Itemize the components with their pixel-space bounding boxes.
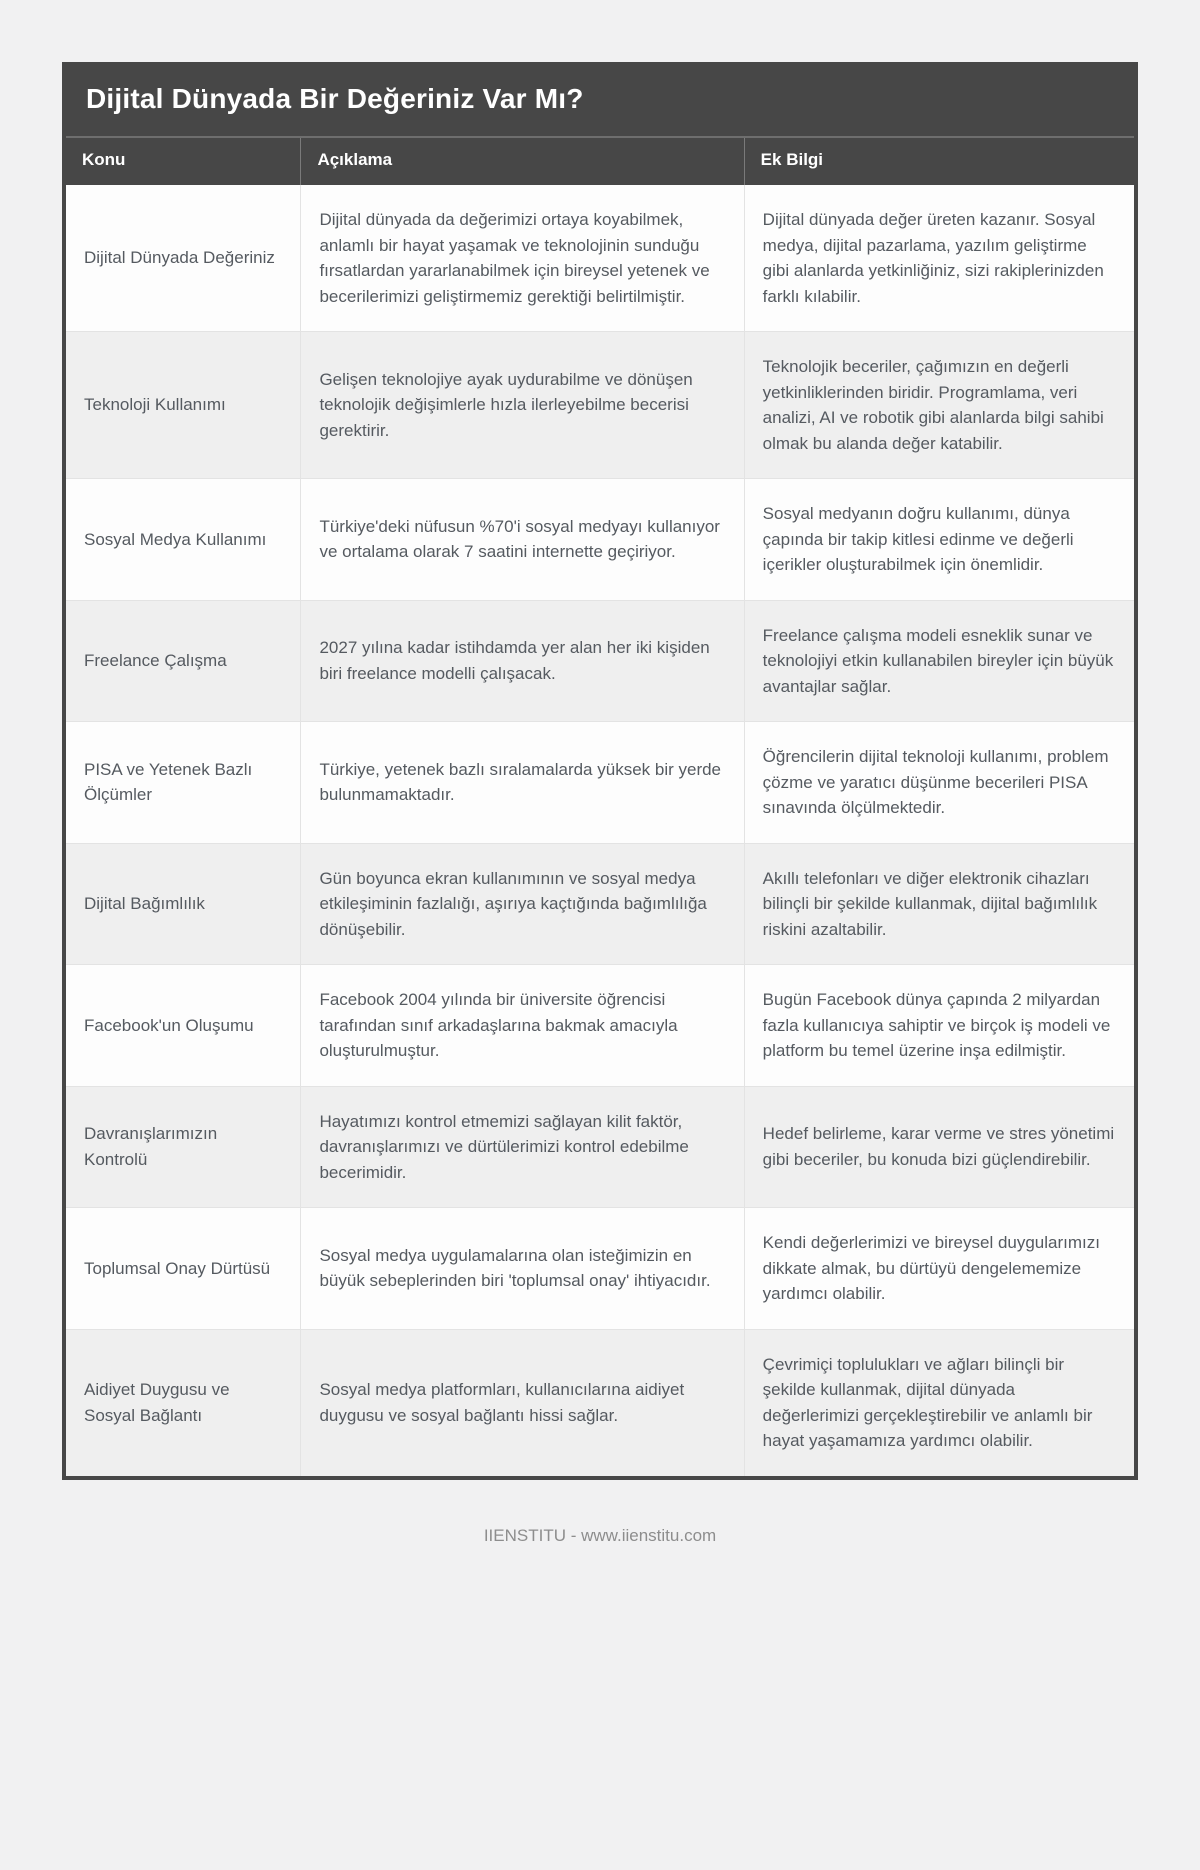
row-description-cell: Gün boyunca ekran kullanımının ve sosyal medya etkileşiminin fazlalığı, aşırıya kaçtığında bağımlılığa dönüşebilir. [301, 843, 744, 965]
row-extra-info-cell: Hedef belirleme, karar verme ve stres yönetimi gibi beceriler, bu konuda bizi güçlendirebilir. [744, 1086, 1134, 1208]
row-topic-cell: Davranışlarımızın Kontrolü [66, 1086, 301, 1208]
row-extra-info-cell: Sosyal medyanın doğru kullanımı, dünya çapında bir takip kitlesi edinme ve değerli içerikler oluşturabilmek için önemlidir. [744, 479, 1134, 601]
table-header [66, 138, 1134, 185]
table-row [66, 1086, 1134, 1208]
row-extra-info-cell: Akıllı telefonları ve diğer elektronik cihazları bilinçli bir şekilde kullanmak, dijital bağımlılık riskini azaltabilir. [744, 843, 1134, 965]
table-body [66, 185, 1134, 1476]
row-extra-info-cell: Çevrimiçi toplulukları ve ağları bilinçli bir şekilde kullanmak, dijital dünyada değerlerimizi gerçekleştirebilir ve anlamlı bir hayat yaşamamıza yardımcı olabilir. [744, 1329, 1134, 1476]
footer-attribution: IIENSTITU - www.iienstitu.com [483, 1525, 717, 1545]
row-topic-cell: Freelance Çalışma [66, 600, 301, 722]
row-description-cell: Türkiye'deki nüfusun %70'i sosyal medyayı kullanıyor ve ortalama olarak 7 saatini internette geçiriyor. [301, 479, 744, 601]
row-extra-info-cell: Kendi değerlerimizi ve bireysel duygularımızı dikkate almak, bu dürtüyü dengelememize yardımcı olabilir. [744, 1208, 1134, 1330]
table-row [66, 479, 1134, 601]
row-topic-cell: Sosyal Medya Kullanımı [66, 479, 301, 601]
row-description-cell: Dijital dünyada da değerimizi ortaya koyabilmek, anlamlı bir hayat yaşamak ve teknolojinin sunduğu fırsatlardan yararlanabilmek için bireysel yetenek ve becerilerimizi geliştirmemiz gerektiği belirtilmiştir. [301, 185, 744, 332]
row-description-cell: Sosyal medya platformları, kullanıcılarına aidiyet duygusu ve sosyal bağlantı hissi sağlar. [301, 1329, 744, 1476]
table-row [66, 722, 1134, 844]
content-table [66, 138, 1134, 1476]
row-extra-info-cell: Öğrencilerin dijital teknoloji kullanımı, problem çözme ve yaratıcı düşünme becerileri PISA sınavında ölçülmektedir. [744, 722, 1134, 844]
column-header-konu: Konu [66, 138, 301, 185]
row-description-cell: Hayatımızı kontrol etmemizi sağlayan kilit faktör, davranışlarımızı ve dürtülerimizi kontrol edebilme becerimidir. [301, 1086, 744, 1208]
table-row [66, 843, 1134, 965]
row-description-cell: Türkiye, yetenek bazlı sıralamalarda yüksek bir yerde bulunmamaktadır. [301, 722, 744, 844]
table-row [66, 1329, 1134, 1476]
row-topic-cell: Toplumsal Onay Dürtüsü [66, 1208, 301, 1330]
row-topic-cell: Teknoloji Kullanımı [66, 332, 301, 479]
row-topic-cell: PISA ve Yetenek Bazlı Ölçümler [66, 722, 301, 844]
row-topic-cell: Dijital Bağımlılık [66, 843, 301, 965]
row-extra-info-cell: Teknolojik beceriler, çağımızın en değerli yetkinliklerinden biridir. Programlama, veri analizi, AI ve robotik gibi alanlarda bilgi sahibi olmak bu alanda değer katabilir. [744, 332, 1134, 479]
table-row [66, 600, 1134, 722]
row-description-cell: Facebook 2004 yılında bir üniversite öğrencisi tarafından sınıf arkadaşlarına bakmak amacıyla oluşturulmuştur. [301, 965, 744, 1087]
row-extra-info-cell: Dijital dünyada değer üreten kazanır. Sosyal medya, dijital pazarlama, yazılım geliştirme gibi alanlarda yetkinliğiniz, sizi rakiplerinizden farklı kılabilir. [744, 185, 1134, 332]
document-table [62, 62, 1138, 1480]
row-extra-info-cell: Freelance çalışma modeli esneklik sunar ve teknolojiyi etkin kullanabilen bireyler için büyük avantajlar sağlar. [744, 600, 1134, 722]
table-row [66, 332, 1134, 479]
header-row [66, 138, 1134, 185]
table-row [66, 1208, 1134, 1330]
row-topic-cell: Facebook'un Oluşumu [66, 965, 301, 1087]
row-description-cell: 2027 yılına kadar istihdamda yer alan her iki kişiden biri freelance modelli çalışacak. [301, 600, 744, 722]
row-topic-cell: Aidiyet Duygusu ve Sosyal Bağlantı [66, 1329, 301, 1476]
table-row [66, 965, 1134, 1087]
row-description-cell: Gelişen teknolojiye ayak uydurabilme ve dönüşen teknolojik değişimlerle hızla ilerleyebilme becerisi gerektirir. [301, 332, 744, 479]
row-extra-info-cell: Bugün Facebook dünya çapında 2 milyardan fazla kullanıcıya sahiptir ve birçok iş modeli ve platform bu temel üzerine inşa edilmiştir. [744, 965, 1134, 1087]
column-header-ek-bilgi: Ek Bilgi [744, 138, 1134, 185]
table-row [66, 185, 1134, 332]
row-topic-cell: Dijital Dünyada Değeriniz [84, 248, 275, 268]
column-header-aciklama: Açıklama [301, 138, 744, 185]
row-description-cell: Sosyal medya uygulamalarına olan isteğimizin en büyük sebeplerinden biri 'toplumsal onay' ihtiyacıdır. [301, 1208, 744, 1330]
page-title: Dijital Dünyada Bir Değeriniz Var Mı? [66, 66, 1134, 138]
